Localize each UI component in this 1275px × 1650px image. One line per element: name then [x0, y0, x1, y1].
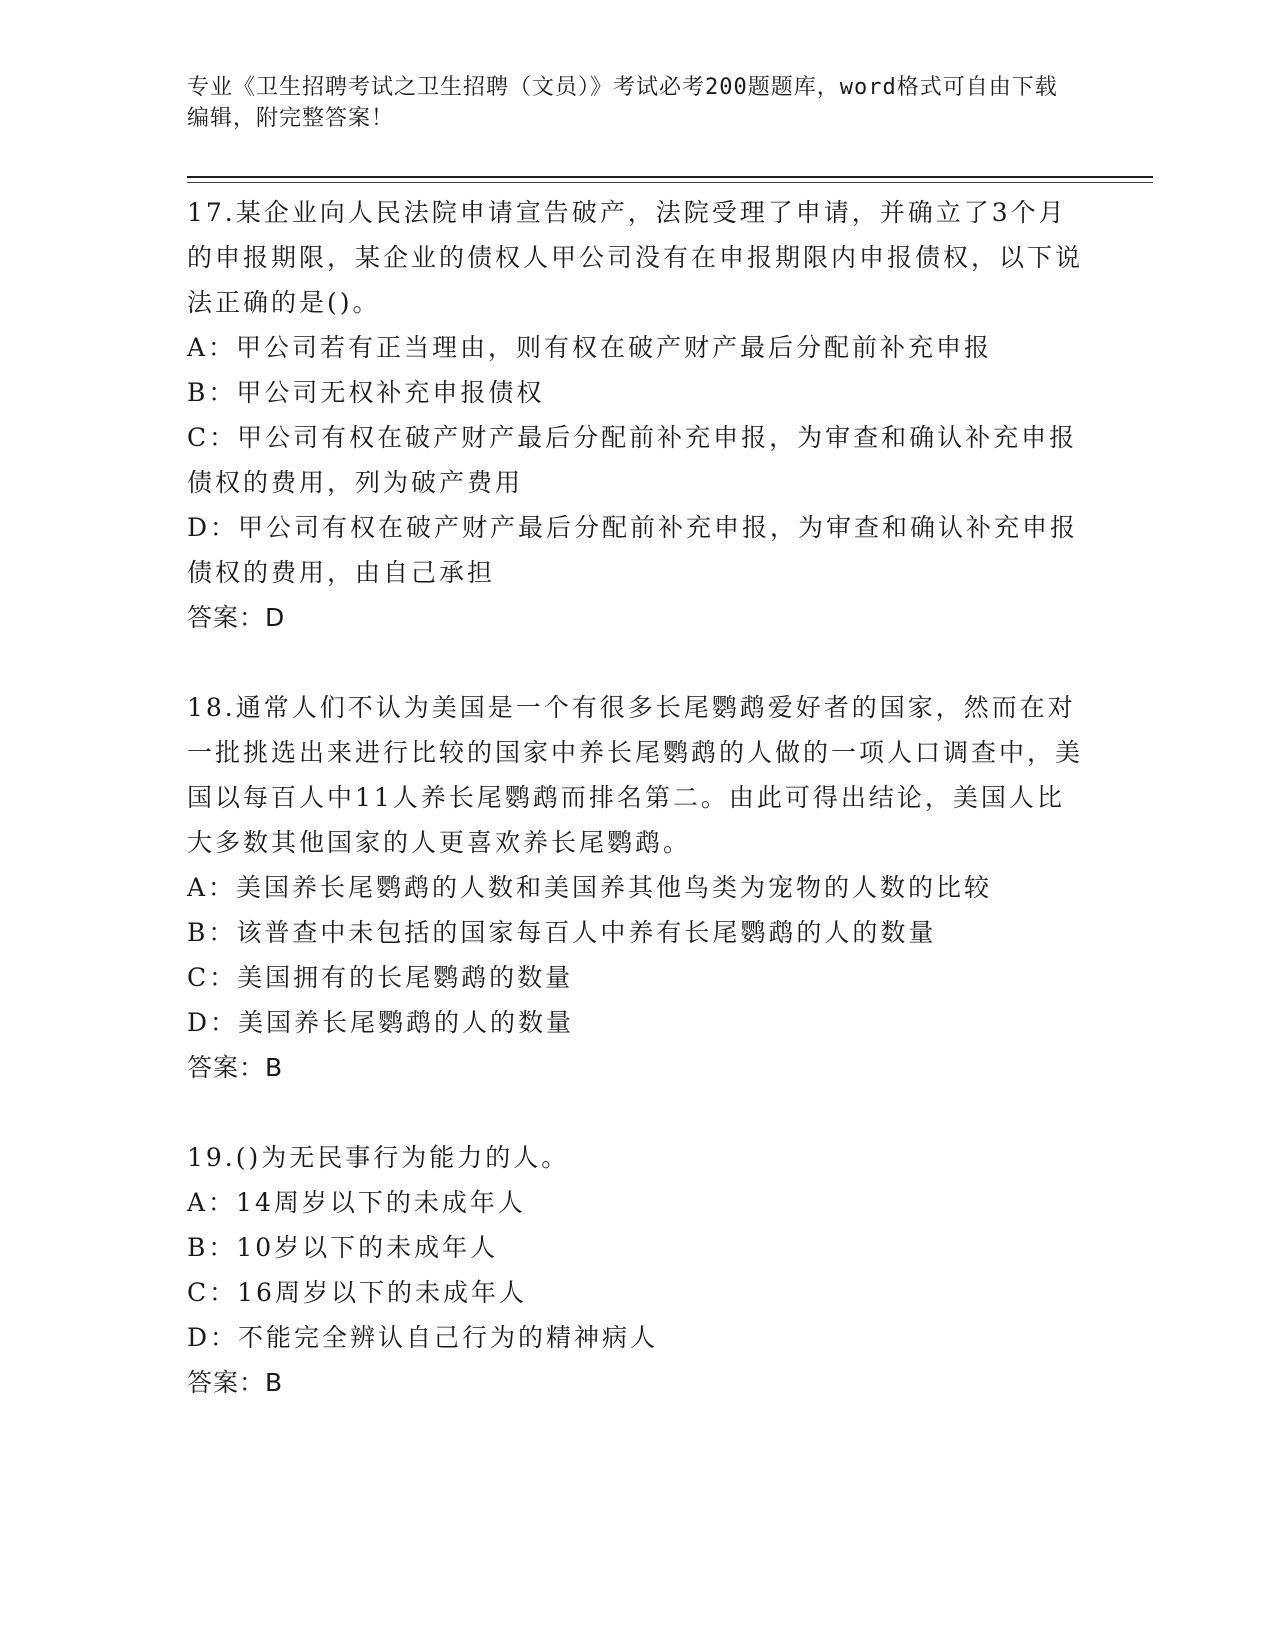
question-17	[187, 190, 1087, 640]
option-a: A：14周岁以下的未成年人	[187, 1188, 526, 1217]
question-stem: 19.()为无民事行为能力的人。	[187, 1143, 570, 1172]
answer: 答案：D	[187, 603, 286, 632]
option-b: B：甲公司无权补充申报债权	[187, 378, 545, 407]
option-c: C：美国拥有的长尾鹦鹉的数量	[187, 963, 574, 992]
option-d: D：不能完全辨认自己行为的精神病人	[187, 1323, 659, 1352]
page-header: 专业《卫生招聘考试之卫生招聘（文员）》考试必考200题题库，word格式可自由下载编辑，附完整答案！	[187, 75, 1058, 131]
question-18	[187, 685, 1087, 1090]
option-b: B：10岁以下的未成年人	[187, 1233, 499, 1262]
header-divider-thick	[187, 176, 1153, 178]
option-c: C：16周岁以下的未成年人	[187, 1278, 527, 1307]
answer: 答案：B	[187, 1368, 284, 1397]
answer: 答案：B	[187, 1053, 284, 1082]
option-d: D：美国养长尾鹦鹉的人的数量	[187, 1008, 575, 1037]
question-stem: 18.通常人们不认为美国是一个有很多长尾鹦鹉爱好者的国家，然而在对一批挑选出来进行比较的国家中养长尾鹦鹉的人做的一项人口调查中，美国以每百人中11人养长尾鹦鹉而排名第二。由此可得出结论，美国人比大多数其他国家的人更喜欢养长尾鹦鹉。	[187, 693, 1084, 857]
option-a: A：美国养长尾鹦鹉的人数和美国养其他鸟类为宠物的人数的比较	[187, 873, 993, 902]
option-a: A：甲公司若有正当理由，则有权在破产财产最后分配前补充申报	[187, 333, 993, 362]
header-divider-thin	[187, 182, 1153, 183]
question-list	[187, 190, 1087, 1405]
option-b: B：该普查中未包括的国家每百人中养有长尾鹦鹉的人的数量	[187, 918, 937, 947]
question-19	[187, 1135, 1087, 1405]
option-d: D：甲公司有权在破产财产最后分配前补充申报，为审查和确认补充申报债权的费用，由自己承担	[187, 513, 1079, 587]
option-c: C：甲公司有权在破产财产最后分配前补充申报，为审查和确认补充申报债权的费用，列为破产费用	[187, 423, 1078, 497]
question-stem: 17.某企业向人民法院申请宣告破产，法院受理了申请，并确立了3个月的申报期限，某企业的债权人甲公司没有在申报期限内申报债权，以下说法正确的是()。	[187, 198, 1084, 317]
